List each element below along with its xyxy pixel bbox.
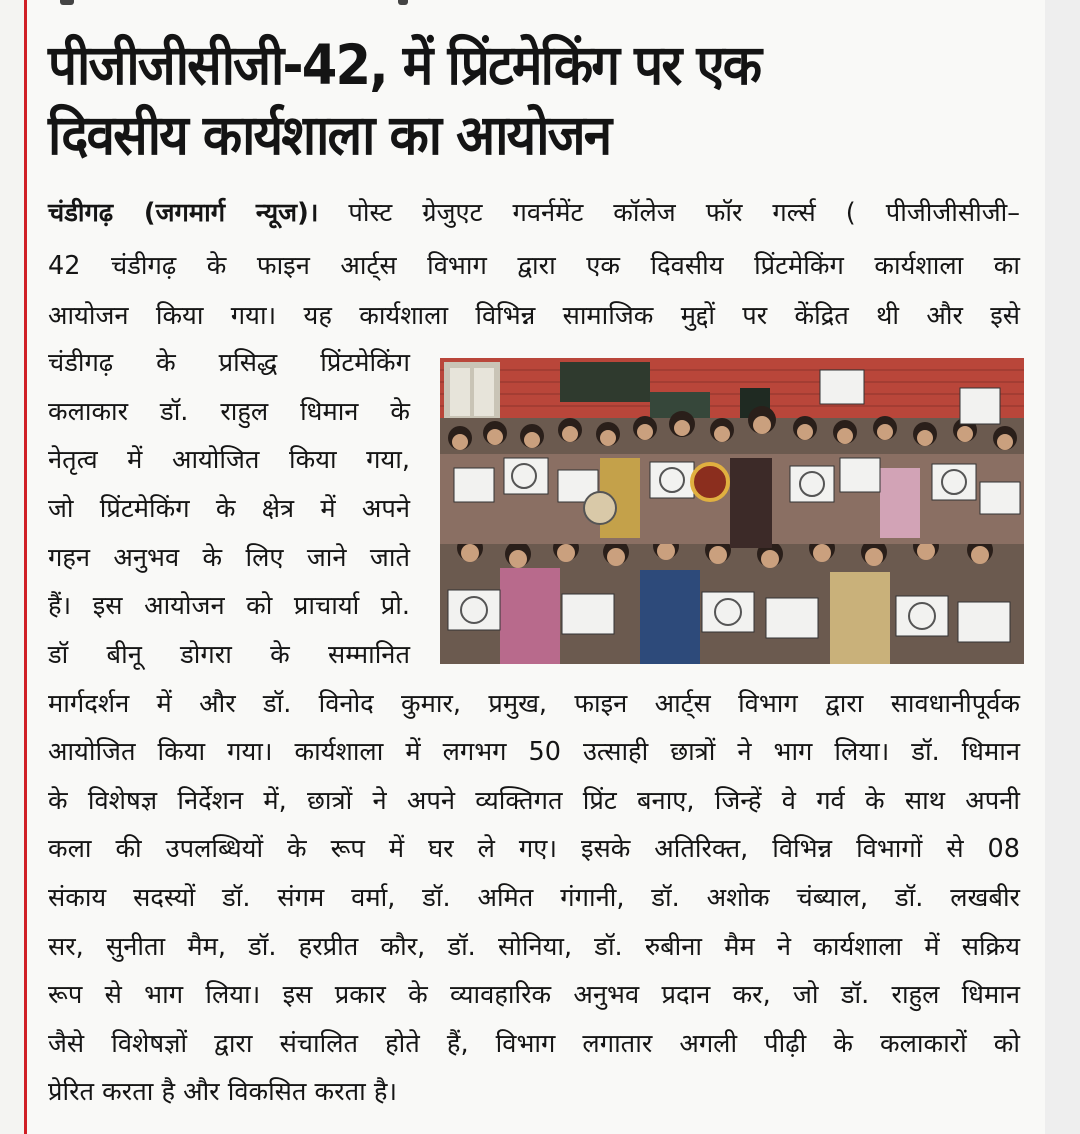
headline-line-1: पीजीजीसीजी-42, में प्रिंटमेकिंग पर एक <box>48 33 761 97</box>
body-line: कला की उपलब्धियों के रूप में घर ले गए। इसके अतिरिक्त, विभिन्न विभागों से 08 <box>48 834 1020 864</box>
page-edge <box>1045 0 1080 1134</box>
body-line <box>48 193 1020 233</box>
workshop-group-photo <box>440 358 1024 664</box>
body-line: जैसे विशेषज्ञों द्वारा संचालित होते हैं, विभाग लगातार अगली पीढ़ी के कलाकारों को <box>48 1029 1020 1059</box>
headline <box>48 30 1038 170</box>
body-line: प्रेरित करता है और विकसित करता है। <box>48 1077 398 1107</box>
body-line: चंडीगढ़ के प्रसिद्ध प्रिंटमेकिंग <box>48 348 410 378</box>
body-line: डॉ बीनू डोगरा के सम्मानित <box>48 640 410 670</box>
body-line: नेतृत्व में आयोजित किया गया, <box>48 445 410 475</box>
dateline: चंडीगढ़ (जगमार्ग न्यूज)। <box>48 198 319 228</box>
body-line: आयोजित किया गया। कार्यशाला में लगभग 50 उत्साही छात्रों ने भाग लिया। डॉ. धिमान <box>48 737 1020 767</box>
body-line: आयोजन किया गया। यह कार्यशाला विभिन्न सामाजिक मुद्दों पर केंद्रित थी और इसे <box>48 301 1020 331</box>
body-line: जो प्रिंटमेकिंग के क्षेत्र में अपने <box>48 494 410 524</box>
body-line: संकाय सदस्यों डॉ. संगम वर्मा, डॉ. अमित गंगानी, डॉ. अशोक चंब्याल, डॉ. लखबीर <box>48 883 1020 913</box>
body-line: हैं। इस आयोजन को प्राचार्या प्रो. <box>48 591 410 621</box>
body-text: पोस्ट ग्रेजुएट गवर्नमेंट कॉलेज फॉर गर्ल्स ( पीजीजीसीजी– <box>318 198 1020 228</box>
body-line: मार्गदर्शन में और डॉ. विनोद कुमार, प्रमुख, फाइन आर्ट्स विभाग द्वारा सावधानीपूर्वक <box>48 689 1020 719</box>
cut-off-top-text <box>60 0 420 8</box>
body-line: कलाकार डॉ. राहुल धिमान के <box>48 397 410 427</box>
body-line: सर, सुनीता मैम, डॉ. हरप्रीत कौर, डॉ. सोनिया, डॉ. रुबीना मैम ने कार्यशाला में सक्रिय <box>48 932 1020 962</box>
body-line: के विशेषज्ञ निर्देशन में, छात्रों ने अपने व्यक्तिगत प्रिंट बनाए, जिन्हें वे गर्व के साथ अपनी <box>48 786 1020 816</box>
headline-line-2: दिवसीय कार्यशाला का आयोजन <box>48 103 611 167</box>
body-line: रूप से भाग लिया। इस प्रकार के व्यावहारिक अनुभव प्रदान कर, जो डॉ. राहुल धिमान <box>48 980 1020 1010</box>
group-photo-illustration <box>440 358 1024 664</box>
body-line: गहन अनुभव के लिए जाने जाते <box>48 543 410 573</box>
body-line: 42 चंडीगढ़ के फाइन आर्ट्स विभाग द्वारा एक दिवसीय प्रिंटमेकिंग कार्यशाला का <box>48 251 1020 281</box>
